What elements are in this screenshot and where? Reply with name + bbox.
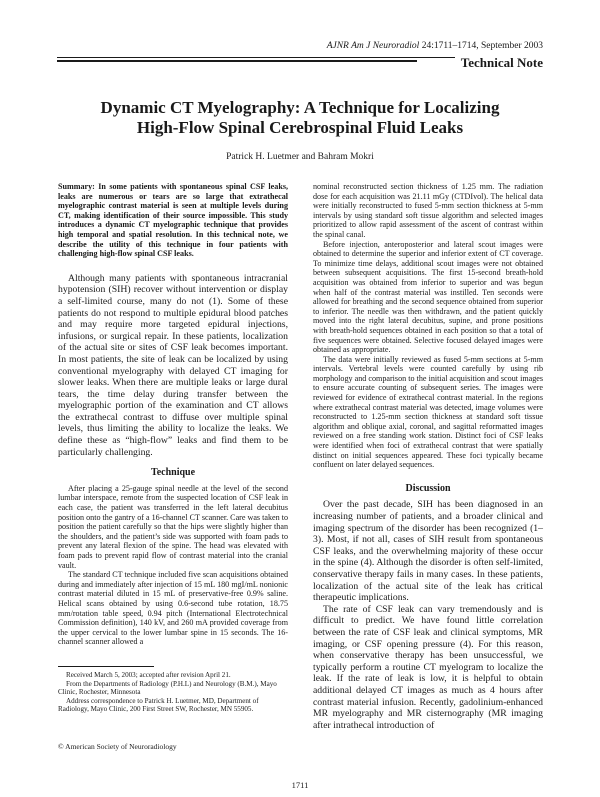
title-line-2: High-Flow Spinal Cerebrospinal Fluid Leaks xyxy=(136,118,464,137)
journal-name: AJNR Am J Neuroradiol xyxy=(326,41,420,51)
page-number: 1711 xyxy=(291,780,309,790)
journal-issue: 24:1711–1714, September 2003 xyxy=(419,41,543,51)
section-rule xyxy=(57,60,417,62)
copyright: © American Society of Neuroradiology xyxy=(58,742,177,751)
article-title xyxy=(57,98,543,138)
footnote-address: Address correspondence to Patrick H. Luetmer, MD, Department of Radiology, Mayo Clinic, 200 First Street SW, Rochester, MN 55905. xyxy=(58,696,259,714)
footnote-received: Received March 5, 2003; accepted after revision April 21. xyxy=(66,671,231,679)
technique-paragraph-5: The data were initially reviewed as fused 5-mm sections at 5-mm intervals. Vertebral levels were counted carefully by using rib morphology and comparison to the initial acquisition and scout images to ensure accurate counting of subsequent series. The images were reviewed for evidence of extrathecal contrast material. In the regions where extrathecal contrast material was detected, image volumes were reconstructed to 1.25-mm section thickness at standard soft tissue algorithm and oblique axial, coronal, and sagittal reformatted images reviewed on a free standing work station. Distinct foci of CSF leaks were identified when foci of extrathecal contrast that were spatially distinct on initial sequences appeared. These foci typically became confluent on later delayed sequences. xyxy=(313,354,543,470)
technique-paragraph-1: After placing a 25-gauge spinal needle at the level of the second lumbar interspace, remote from the suspected location of CSF leak in each case, the patient was transferred in the left lateral decubitus position onto the gantry of a 16-channel CT scanner. Care was taken to position the patient carefully so that the hips were slightly higher than the shoulders, and the patient’s side was supported with foam pads to prevent any lateral flexion of the spine. The head was elevated with foam pads to prevent rapid flow of contrast material into the cranial vault. xyxy=(58,483,288,570)
right-column xyxy=(313,182,543,731)
footnote-rule xyxy=(58,666,154,667)
footnotes xyxy=(58,666,288,714)
summary: Summary: In some patients with spontaneous spinal CSF leaks, leaks are numerous or tears are so large that extrathecal myelographic contrast material is seen at multiple levels during CT, making identification of their source impossible. This study introduces a dynamic CT myelographic technique that provides high temporal and spatial resolution. In this technical note, we describe the utility of this technique in four patients with challenging high-flow spinal CSF leaks. xyxy=(58,182,288,259)
discussion-paragraph-2: The rate of CSF leak can vary tremendously and is difficult to predict. We have found little correlation between the rate of CSF leak and clinical symptoms, MR imaging, or CSF opening pressure (4). For this reason, when conservative therapy has been unsuccessful, we typically perform a routine CT myelogram to localize the leak. If the rate of leak is low, it is helpful to obtain additional delayed CT images as much as 4 hours after contrast material infusion. Recently, gadolinium-enhanced MR myelography and MR cisternography (MR imaging after intrathecal introduction of xyxy=(313,603,543,731)
title-line-1: Dynamic CT Myelography: A Technique for Localizing xyxy=(100,98,500,117)
discussion-paragraph-1: Over the past decade, SIH has been diagnosed in an increasing number of patients, and a broader clinical and imaging spectrum of the disorder has been recognized (1–3). Most, if not all, cases of SIH result from spontaneous CSF leaks, and the overwhelming majority of these occur in the spine (4). Although the disorder is often self-limited, conservative therapy fails in many cases. In these patients, localization of the actual site of the leak has critical therapeutic implications. xyxy=(313,499,543,604)
left-column xyxy=(58,182,288,647)
section-label: Technical Note xyxy=(455,55,543,71)
technique-paragraph-4: Before injection, anteroposterior and lateral scout images were obtained to determine the superior and inferior extent of CT coverage. To minimize time delays, additional scout images were not obtained between subsequent acquisitions. The first 15-second breath-hold acquisition was obtained from inferior to superior and was begun when half of the contrast material was instilled. Ten seconds were allowed for breathing and the second sequence obtained from superior to inferior. The needle was then withdrawn, and the patient quickly moved into the right lateral decubitus, supine, and prone positions with breath-hold sequences obtained in each position so that a total of five sequences were obtained. Selective focused delayed images were obtained as appropriate. xyxy=(313,239,543,355)
technique-paragraph-2: The standard CT technique included five scan acquisitions obtained during and immediately after injection of 15 mL 180 mgI/mL nonionic contrast material diluted in 15 mL of preservative-free 0.9% saline. Helical scans obtained by using 0.6-second tube rotation, 18.75 mm/rotation table speed, 0.94 pitch (International Electrotechnical Commission definition), 140 kV, and 260 mA provided coverage from the upper cervical to the lower lumbar spine in 15 seconds. The 16-channel scanner allowed a xyxy=(58,570,288,647)
journal-citation xyxy=(327,41,543,51)
footnote-affiliation: From the Departments of Radiology (P.H.L) and Neurology (B.M.), Mayo Clinic, Rochester, Minnesota xyxy=(58,679,277,697)
discussion-heading: Discussion xyxy=(405,482,451,494)
intro-paragraph: Although many patients with spontaneous intracranial hypotension (SIH) recover without intervention or display a self-limited course, many do not (1). Some of these patients do not respond to multiple epidural blood patches and may require more targeted epidural injections, infusions, or surgical repair. In these patients, localization of the actual site or sites of CSF leak becomes important. In most patients, the site of leak can be localized by using conventional myelography with delayed CT imaging for slower leaks. When there are multiple leaks or large dural tears, the time delay during transfer between the myelographic portion of the examination and CT allows the extrathecal contrast to diffuse over multiple spinal levels, thus limiting the ability to localize the leaks. We define these as “high-flow” leaks and find them to be particularly challenging. xyxy=(58,272,288,458)
technique-heading: Technique xyxy=(150,467,196,479)
authors: Patrick H. Luetmer and Bahram Mokri xyxy=(226,152,374,162)
technique-paragraph-3: nominal reconstructed section thickness of 1.25 mm. The radiation dose for each acquisition was 21.11 mGy (CTDIvol). The helical data were initially reconstructed to fused 5-mm section thickness at 5-mm intervals by using standard soft tissue algorithm and selected images prioritized to allow rapid assessment of the ascent of contrast within the spinal canal. xyxy=(313,182,543,239)
